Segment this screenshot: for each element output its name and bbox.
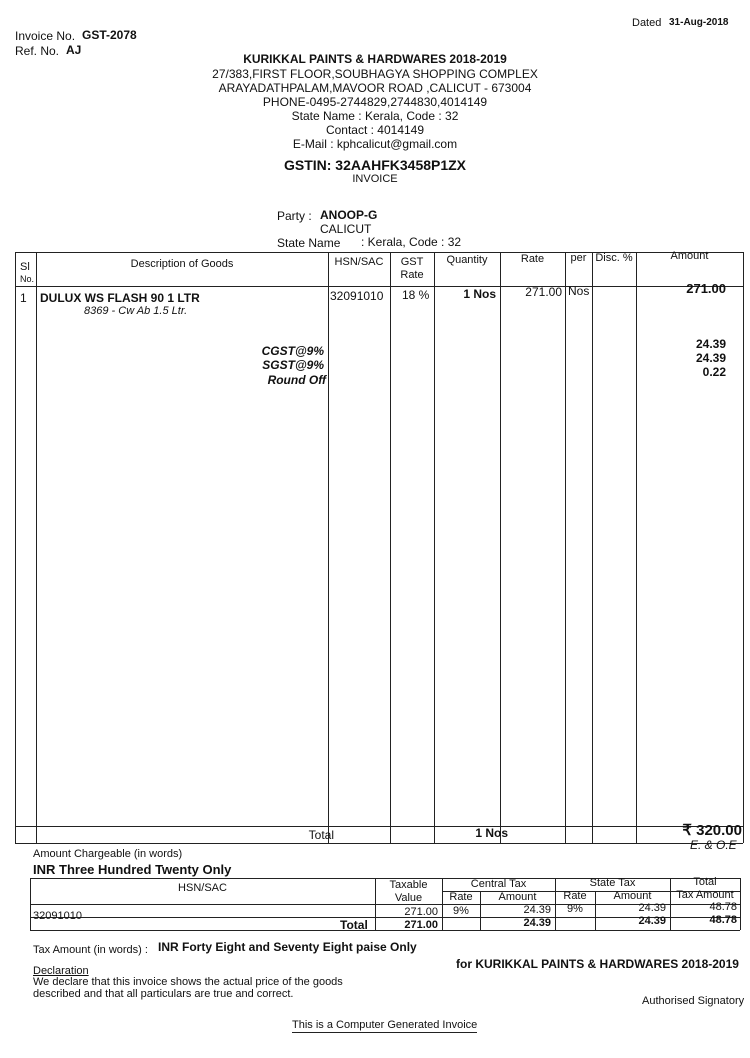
dated-value: 31-Aug-2018 — [669, 17, 729, 28]
tax-amount-cgst: 24.39 — [695, 337, 726, 351]
col-header-per: per — [570, 252, 587, 264]
tax-header-hsn: HSN/SAC — [178, 882, 227, 894]
tax-header-state-rate: Rate — [563, 890, 587, 902]
company-state: State Name : Kerala, Code : 32 — [291, 109, 459, 123]
company-phone: PHONE-0495-2744829,2744830,4014149 — [262, 95, 488, 109]
company-gstin: GSTIN: 32AAHFK3458P1ZX — [283, 157, 467, 173]
dated-label: Dated — [632, 17, 662, 29]
col-header-disc: Disc. % — [595, 252, 633, 264]
tax-header-central-amount: Amount — [498, 891, 537, 903]
declaration-line-2: described and that all particulars are true and correct. — [33, 988, 294, 1000]
item-quantity: 1 Nos — [463, 287, 496, 301]
tax-header-central: Central Tax — [470, 878, 527, 890]
party-state-value: : Kerala, Code : 32 — [361, 235, 462, 249]
party-label: Party : — [277, 209, 312, 223]
signatory-for: for KURIKKAL PAINTS & HARDWARES 2018-2019 — [456, 957, 739, 971]
total-amount: ₹ 320.00 — [682, 822, 742, 839]
tax-header-state: State Tax — [589, 877, 636, 889]
col-header-rate: Rate — [520, 253, 545, 265]
item-rate: 271.00 — [525, 285, 562, 299]
tax-row-central-rate: 9% — [453, 905, 469, 917]
tax-row-hsn: 32091010 — [33, 910, 82, 922]
tax-header-taxable-1: Taxable — [389, 879, 428, 891]
company-address-2: ARAYADATHPALAM,MAVOOR ROAD ,CALICUT - 673004 — [218, 81, 532, 95]
tax-total-taxable: 271.00 — [404, 919, 438, 931]
company-block — [150, 52, 600, 185]
declaration-line-1: We declare that this invoice shows the actual price of the goods — [33, 976, 343, 988]
item-gst-rate: 18 % — [402, 288, 430, 302]
item-amount: 271.00 — [686, 281, 726, 296]
tax-header-total-1: Total — [693, 876, 717, 888]
declaration-title: Declaration — [33, 965, 89, 977]
col-header-sl: Sl — [20, 261, 30, 273]
tax-row-total: 48.78 — [709, 901, 737, 913]
tax-header-state-amount: Amount — [613, 890, 652, 902]
tax-words-label: Tax Amount (in words) : — [33, 944, 148, 956]
col-header-gst-rate: Rate — [400, 269, 424, 281]
tax-label-roundoff: Round Off — [267, 373, 326, 387]
total-quantity: 1 Nos — [475, 826, 508, 840]
document-type: INVOICE — [352, 173, 398, 185]
party-state-label: State Name — [277, 236, 341, 250]
item-sub-description: 8369 - Cw Ab 1.5 Ltr. — [84, 305, 188, 317]
col-header-gst: GST — [400, 256, 424, 268]
invoice-no-value: GST-2078 — [82, 28, 137, 42]
company-address-1: 27/383,FIRST FLOOR,SOUBHAGYA SHOPPING COMPLEX — [212, 67, 538, 81]
col-header-hsn: HSN/SAC — [334, 256, 384, 268]
amount-words-label: Amount Chargeable (in words) — [33, 848, 183, 860]
tax-row-state-amount: 24.39 — [638, 902, 666, 914]
party-name: ANOOP-G — [320, 208, 378, 222]
tax-row-taxable: 271.00 — [404, 906, 438, 918]
company-email: E-Mail : kphcalicut@gmail.com — [292, 137, 458, 151]
company-contact: Contact : 4014149 — [325, 123, 425, 137]
signatory-label: Authorised Signatory — [642, 995, 745, 1007]
tax-row-central-amount: 24.39 — [523, 904, 551, 916]
amount-words-value: INR Three Hundred Twenty Only — [33, 862, 232, 877]
company-name: KURIKKAL PAINTS & HARDWARES 2018-2019 — [243, 52, 507, 66]
eoe: E. & O.E — [690, 838, 737, 852]
tax-header-taxable-2: Value — [394, 892, 423, 904]
total-label: Total — [308, 828, 334, 842]
tax-header-central-rate: Rate — [449, 891, 473, 903]
col-header-no: No. — [20, 274, 35, 284]
ref-no-value: AJ — [66, 43, 82, 57]
col-header-description: Description of Goods — [130, 258, 234, 270]
item-description: DULUX WS FLASH 90 1 LTR — [40, 291, 200, 305]
tax-total-central-amount: 24.39 — [523, 917, 551, 929]
tax-header-total-2: Tax Amount — [676, 889, 734, 901]
item-sl: 1 — [20, 291, 27, 305]
tax-amount-roundoff: 0.22 — [702, 365, 726, 379]
col-header-amount: Amount — [670, 250, 709, 262]
party-city: CALICUT — [320, 222, 372, 236]
footer-note: This is a Computer Generated Invoice — [292, 1019, 478, 1031]
tax-total-state-amount: 24.39 — [638, 915, 666, 927]
item-hsn: 32091010 — [330, 289, 384, 303]
item-per: Nos — [568, 284, 590, 298]
col-header-quantity: Quantity — [446, 254, 488, 266]
tax-label-cgst: CGST@9% — [261, 344, 324, 358]
tax-total-total: 48.78 — [709, 914, 737, 926]
tax-amount-sgst: 24.39 — [695, 351, 726, 365]
invoice-no-label: Invoice No. — [15, 29, 76, 43]
tax-label-sgst: SGST@9% — [262, 358, 324, 372]
tax-words-value: INR Forty Eight and Seventy Eight paise Only — [158, 940, 417, 954]
tax-row-state-rate: 9% — [567, 903, 583, 915]
tax-total-label: Total — [340, 918, 368, 932]
ref-no-label: Ref. No. — [15, 44, 60, 58]
